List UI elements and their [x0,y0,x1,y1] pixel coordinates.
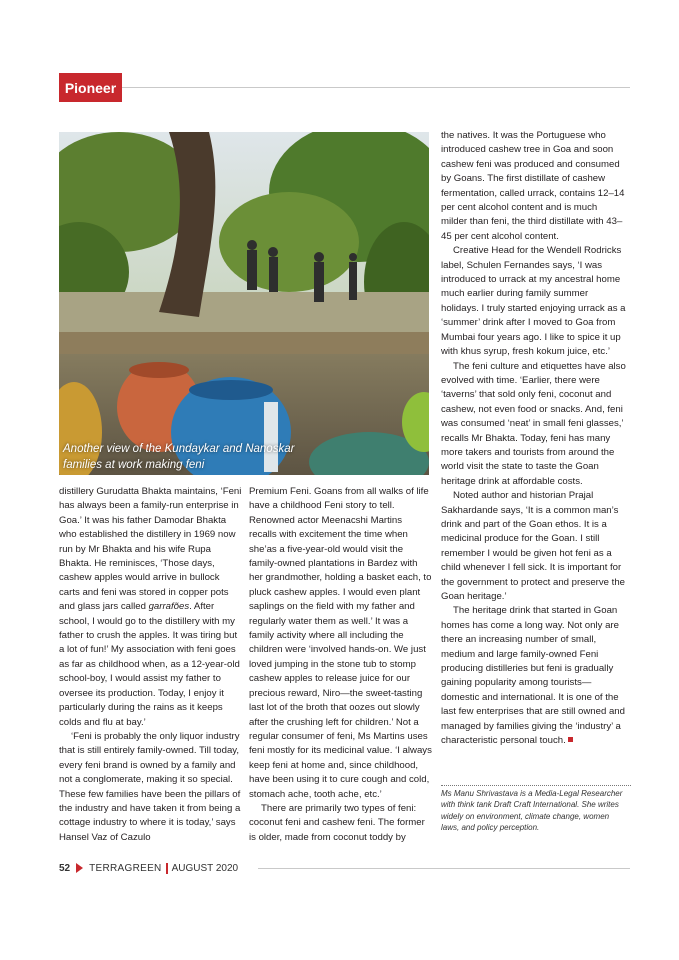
article-column-2 [249,485,432,845]
section-divider [122,87,630,88]
feature-photo [59,132,429,475]
paragraph: Creative Head for the Wendell Rodricks label, Schulen Fernandes says, ‘I was introduced to urrack at my ancestral home much earlier during family summer holidays. I truly started enjoying urrack as a ‘summer’ drink after I moved to Goa from Mumbai four years ago. I like to spice it up with khus syrup, fresh kokum juice, etc.’ [441,245,626,358]
article-column-1 [59,485,242,845]
end-mark [568,737,573,742]
separator [166,863,168,874]
paragraph: There are primarily two types of feni: coconut feni and cashew feni. The former is older, made from coconut toddy by [249,802,425,843]
paragraph: distillery Gurudatta Bhakta maintains, ‘Feni has always been a family-run enterprise in Goa.’ It was his father Damodar Bhakta who established the distillery in 1969 now run by Mr Bhakta and his wife Rupa Bhakta. He reminisces, ‘Those days, cashew apples would arrive in bullock carts and feni was stored in copper pots and glass jars called garrafões. After school, I would go to the distillery with my father to crush the apples. It was tiring but a lot of fun!’ My association with feni goes as far as childhood when, as a 12-year-old school-boy, I would assist my father to oversee its production. Today, I enjoy it particularly during the rains as it keeps colds and flu at bay.’ [59,486,242,728]
section-tag: Pioneer [59,73,122,102]
page-footer [59,861,238,875]
paragraph: the natives. It was the Portuguese who introduced cashew tree in Goa and soon cashew feni was produced and consumed by Goans. The first distillate of cashew fermentation, called urrack, contains 12–14 per cent alcohol content and is much milder than feni, the third distillate with 43–45 per cent alcohol content. [441,130,625,242]
footer-divider [258,868,630,869]
publication-name: TERRAGREEN [89,862,162,874]
bio-divider [441,785,631,786]
issue-date: AUGUST 2020 [171,862,239,874]
paragraph: ‘Feni is probably the only liquor industry that is still entirely family-owned. Till today, every feni brand is owned by a family and not a conglomerate, making it so special. These few families have been the pillars of the industry and have taken it from being a cottage industry to where it is today,’ says Hansel Vaz of Cazulo [59,730,241,843]
page-number: 52 [59,862,71,874]
paragraph: The heritage drink that started in Goan homes has come a long way. Not only are there an increasing number of small, medium and large family-owned Feni producing distilleries but feni is gradually gaining popularity among tourists—domestic and international. It is one of the last few enterprises that are still owned and managed by families giving the ‘industry’ a characteristic personal touch. [441,605,625,747]
photo-caption [63,441,363,473]
author-bio: Ms Manu Shrivastava is a Media-Legal Researcher with think tank Draft Craft International. She writes widely on environment, climate change, women laws, and policy perception. [441,789,623,833]
triangle-icon [76,863,83,873]
paragraph: Premium Feni. Goans from all walks of life have a childhood Feni story to tell. Renowned actor Meenacshi Martins recalls with excitement the time when she’as a five-year-old would visit the family-owned plantations in Bardez with her grandmother, holding a basket each, to pluck cashew apples. I would even plant saplings on the field with my father and regularly water them as well.’ It was a family activity where all including the children were ‘involved hands-on. We just loved jumping in the stone tub to stomp cashew apples to release juice for our precious reward, Niro—the sweet-tasting last lot of the broth that oozes out slowly after the crushing left for children.’ Not a regular consumer of feni, Ms Martins uses feni mostly for its medicinal value. ‘I always keep feni at home and, since childhood, have been using it to cure cough and cold, stomach ache, tooth ache, etc.’ [249,486,432,800]
caption-line: families at work making feni [63,459,205,471]
paragraph: Noted author and historian Prajal Sakhardande says, ‘It is a common man’s drink and part of the Goan ethos. It is a medicinal produce for the Goan. I still remember I would be given hot feni as a child whenever I fell sick. It is important for the government to protect and preserve the Goan heritage.’ [441,490,625,602]
paragraph: The feni culture and etiquettes have also evolved with time. ‘Earlier, there were ‘taverns’ that sold only feni, coconut and cashew, not even food or snacks. And, feni was consumed ‘neat’ in small feni glasses,’ recalls Mr Bhakta. Today, feni has many more takers and tourists from around the world visit the state to taste the Goan heritage drink at affordable costs. [441,360,626,487]
caption-line: Another view of the Kundaykar and Nanoskar [63,443,295,455]
article-column-3 [441,129,626,748]
